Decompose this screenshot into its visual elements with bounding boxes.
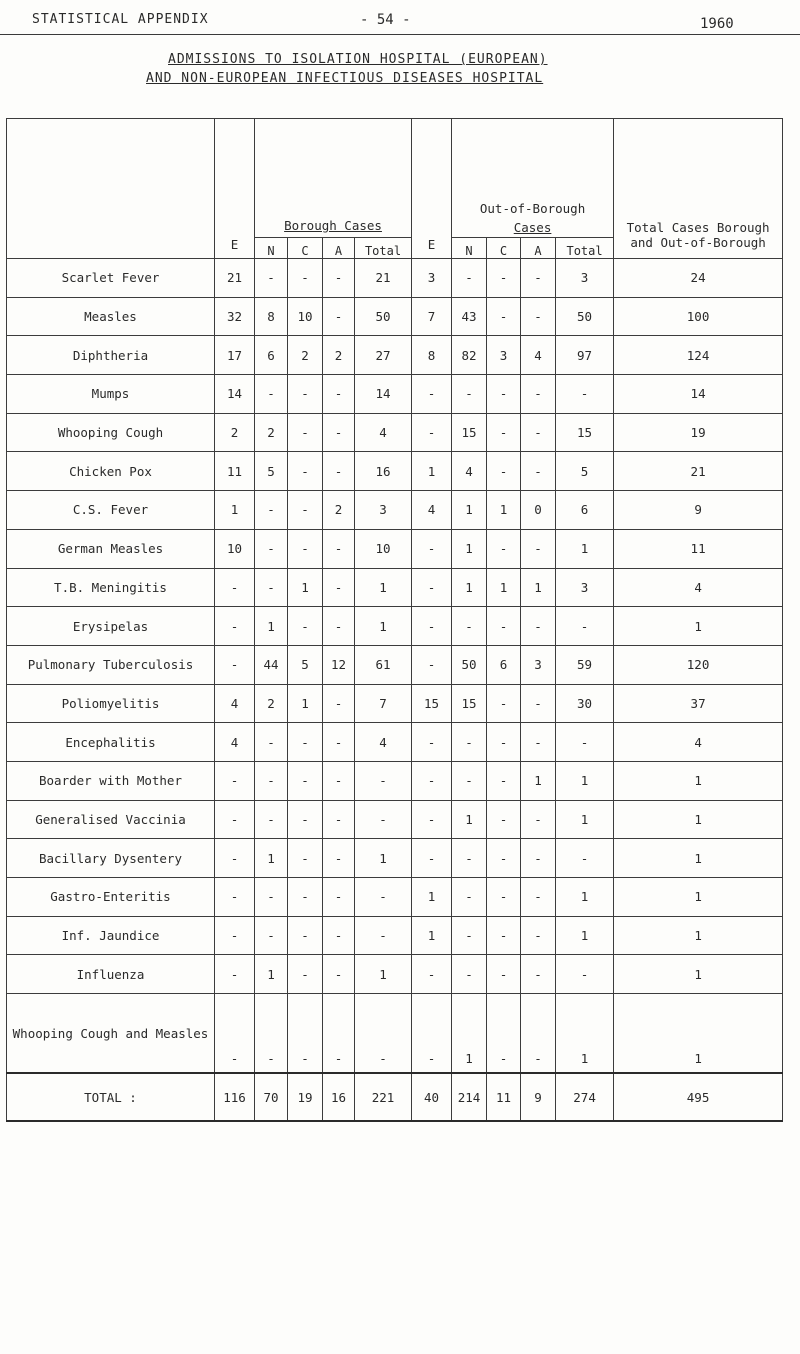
borough-e-cell: 32 <box>215 297 255 336</box>
out-c-cell: - <box>487 259 521 298</box>
disease-name: Encephalitis <box>7 723 215 762</box>
borough-n-cell: - <box>255 568 288 607</box>
grand-total-cell: 100 <box>614 297 783 336</box>
borough-a-cell: - <box>323 916 355 955</box>
borough-c-cell: 10 <box>288 297 323 336</box>
borough-c-cell: - <box>288 723 323 762</box>
borough-n-cell: - <box>255 878 288 917</box>
borough-n-cell: 2 <box>255 413 288 452</box>
disease-name: Erysipelas <box>7 607 215 646</box>
borough-total-cell: 1 <box>355 839 412 878</box>
table-row <box>7 529 783 568</box>
out-n-cell: 1 <box>452 994 487 1074</box>
out-total-cell: - <box>556 723 614 762</box>
borough-total-header: Total <box>355 238 412 259</box>
grand-total-sum: 495 <box>614 1073 783 1121</box>
borough-n-cell: - <box>255 994 288 1074</box>
out-c-cell: - <box>487 916 521 955</box>
table-row <box>7 336 783 375</box>
borough-c-cell: 1 <box>288 568 323 607</box>
out-a-cell: - <box>521 878 556 917</box>
borough-c-cell: - <box>288 761 323 800</box>
borough-a-cell: - <box>323 607 355 646</box>
borough-c-cell: - <box>288 259 323 298</box>
out-total-sum: 274 <box>556 1073 614 1121</box>
borough-n-cell: 1 <box>255 607 288 646</box>
borough-a-sum: 16 <box>323 1073 355 1121</box>
grand-total-cell: 4 <box>614 568 783 607</box>
borough-total-cell: 14 <box>355 375 412 414</box>
borough-n-cell: - <box>255 529 288 568</box>
borough-n-sum: 70 <box>255 1073 288 1121</box>
grand-total-cell: 1 <box>614 916 783 955</box>
out-total-cell: 97 <box>556 336 614 375</box>
borough-c-cell: - <box>288 375 323 414</box>
grand-total-label: Total Cases Borough and Out-of-Borough <box>626 220 770 250</box>
borough-cases-group-header <box>255 119 412 238</box>
borough-n-cell: 8 <box>255 297 288 336</box>
borough-e-cell: - <box>215 839 255 878</box>
out-n-cell: - <box>452 607 487 646</box>
out-a-cell: - <box>521 723 556 762</box>
borough-a-cell: - <box>323 375 355 414</box>
borough-total-cell: 16 <box>355 452 412 491</box>
borough-n-header: N <box>255 238 288 259</box>
grand-total-cell: 1 <box>614 994 783 1074</box>
disease-name: Measles <box>7 297 215 336</box>
grand-total-cell: 1 <box>614 800 783 839</box>
borough-c-cell: - <box>288 529 323 568</box>
out-total-cell: 3 <box>556 259 614 298</box>
out-e-cell: 8 <box>412 336 452 375</box>
grand-total-cell: 9 <box>614 491 783 530</box>
borough-e-cell: 1 <box>215 491 255 530</box>
borough-n-cell: - <box>255 375 288 414</box>
borough-a-cell: - <box>323 878 355 917</box>
out-n-sum: 214 <box>452 1073 487 1121</box>
out-c-cell: - <box>487 955 521 994</box>
borough-n-cell: - <box>255 761 288 800</box>
borough-e-cell: 4 <box>215 684 255 723</box>
table-row <box>7 297 783 336</box>
out-n-cell: 50 <box>452 645 487 684</box>
out-total-cell: - <box>556 955 614 994</box>
borough-total-cell: 50 <box>355 297 412 336</box>
out-a-cell: - <box>521 994 556 1074</box>
out-n-cell: 15 <box>452 684 487 723</box>
borough-c-cell: - <box>288 607 323 646</box>
out-e-sum: 40 <box>412 1073 452 1121</box>
out-n-cell: 43 <box>452 297 487 336</box>
out-c-cell: - <box>487 375 521 414</box>
borough-c-cell: - <box>288 413 323 452</box>
out-a-cell: 4 <box>521 336 556 375</box>
borough-n-cell: - <box>255 800 288 839</box>
out-total-cell: 3 <box>556 568 614 607</box>
grand-total-header <box>614 119 783 259</box>
out-a-cell: - <box>521 375 556 414</box>
out-total-cell: 1 <box>556 761 614 800</box>
out-c-sum: 11 <box>487 1073 521 1121</box>
out-n-cell: 82 <box>452 336 487 375</box>
table-row <box>7 684 783 723</box>
borough-e-cell: - <box>215 800 255 839</box>
out-c-cell: - <box>487 684 521 723</box>
disease-name: Diphtheria <box>7 336 215 375</box>
out-n-cell: 4 <box>452 452 487 491</box>
borough-a-header: A <box>323 238 355 259</box>
out-c-cell: 6 <box>487 645 521 684</box>
borough-a-cell: - <box>323 684 355 723</box>
borough-e-cell: 11 <box>215 452 255 491</box>
borough-c-cell: 2 <box>288 336 323 375</box>
out-total-cell: 1 <box>556 800 614 839</box>
borough-total-cell: 7 <box>355 684 412 723</box>
out-n-cell: - <box>452 878 487 917</box>
grand-total-cell: 14 <box>614 375 783 414</box>
borough-a-cell: - <box>323 955 355 994</box>
table-row <box>7 645 783 684</box>
borough-total-cell: 1 <box>355 568 412 607</box>
grand-total-cell: 1 <box>614 955 783 994</box>
borough-total-cell: 4 <box>355 413 412 452</box>
borough-n-cell: 44 <box>255 645 288 684</box>
out-e-cell: - <box>412 955 452 994</box>
out-a-cell: 1 <box>521 568 556 607</box>
grand-total-cell: 1 <box>614 878 783 917</box>
totals-row <box>7 1073 783 1121</box>
out-total-cell: 6 <box>556 491 614 530</box>
grand-total-cell: 124 <box>614 336 783 375</box>
out-n-cell: - <box>452 839 487 878</box>
borough-n-cell: - <box>255 491 288 530</box>
borough-e-cell: 21 <box>215 259 255 298</box>
grand-total-cell: 1 <box>614 761 783 800</box>
grand-total-cell: 1 <box>614 839 783 878</box>
borough-a-cell: - <box>323 529 355 568</box>
borough-e-cell: 14 <box>215 375 255 414</box>
out-n-cell: - <box>452 375 487 414</box>
out-e-cell: - <box>412 607 452 646</box>
disease-name: Gastro-Enteritis <box>7 878 215 917</box>
out-c-cell: - <box>487 607 521 646</box>
borough-c-cell: - <box>288 839 323 878</box>
out-a-cell: - <box>521 839 556 878</box>
out-n-cell: - <box>452 259 487 298</box>
out-a-cell: - <box>521 955 556 994</box>
borough-a-cell: - <box>323 297 355 336</box>
disease-name: Boarder with Mother <box>7 761 215 800</box>
table-row <box>7 761 783 800</box>
out-a-cell: - <box>521 452 556 491</box>
table-row <box>7 994 783 1074</box>
out-a-cell: - <box>521 684 556 723</box>
out-e-cell: - <box>412 645 452 684</box>
out-a-sum: 9 <box>521 1073 556 1121</box>
borough-c-cell: - <box>288 491 323 530</box>
table-row <box>7 916 783 955</box>
out-e-cell: - <box>412 529 452 568</box>
out-e-cell: 1 <box>412 878 452 917</box>
borough-e-cell: - <box>215 916 255 955</box>
disease-name: German Measles <box>7 529 215 568</box>
year-label: 1960 <box>700 16 734 32</box>
out-n-cell: 15 <box>452 413 487 452</box>
out-a-cell: - <box>521 607 556 646</box>
borough-e-cell: - <box>215 994 255 1074</box>
borough-total-sum: 221 <box>355 1073 412 1121</box>
borough-e-cell: - <box>215 955 255 994</box>
out-e-cell: 1 <box>412 916 452 955</box>
table-row <box>7 839 783 878</box>
borough-c-cell: - <box>288 994 323 1074</box>
out-n-cell: - <box>452 723 487 762</box>
borough-a-cell: - <box>323 452 355 491</box>
borough-total-cell: - <box>355 761 412 800</box>
disease-name: Influenza <box>7 955 215 994</box>
table-body <box>7 259 783 1122</box>
borough-e-cell: 10 <box>215 529 255 568</box>
borough-total-cell: 10 <box>355 529 412 568</box>
borough-cases-label: Borough Cases <box>284 218 382 233</box>
out-e-cell: - <box>412 568 452 607</box>
table-row <box>7 723 783 762</box>
out-of-borough-label: Out-of-Borough <box>479 201 586 216</box>
borough-total-cell: - <box>355 994 412 1074</box>
out-c-cell: 3 <box>487 336 521 375</box>
disease-name: Poliomyelitis <box>7 684 215 723</box>
out-e-cell: - <box>412 761 452 800</box>
borough-e-sum: 116 <box>215 1073 255 1121</box>
borough-c-cell: - <box>288 800 323 839</box>
out-a-cell: - <box>521 297 556 336</box>
grand-total-cell: 19 <box>614 413 783 452</box>
out-e-cell: - <box>412 413 452 452</box>
out-total-cell: 50 <box>556 297 614 336</box>
out-n-cell: - <box>452 916 487 955</box>
grand-total-cell: 120 <box>614 645 783 684</box>
totals-label: TOTAL : <box>7 1073 215 1121</box>
grand-total-cell: 1 <box>614 607 783 646</box>
out-total-cell: - <box>556 839 614 878</box>
borough-c-cell: - <box>288 452 323 491</box>
out-c-cell: - <box>487 297 521 336</box>
page-title-line-1: ADMISSIONS TO ISOLATION HOSPITAL (EUROPEAN) <box>168 52 548 67</box>
borough-total-cell: 21 <box>355 259 412 298</box>
out-total-cell: - <box>556 607 614 646</box>
out-total-cell: 1 <box>556 529 614 568</box>
out-n-cell: 1 <box>452 491 487 530</box>
borough-c-cell: - <box>288 955 323 994</box>
out-n-cell: 1 <box>452 568 487 607</box>
out-c-cell: - <box>487 413 521 452</box>
out-total-cell: 30 <box>556 684 614 723</box>
borough-e-header: E <box>215 119 255 259</box>
borough-e-cell: - <box>215 607 255 646</box>
grand-total-cell: 4 <box>614 723 783 762</box>
borough-total-cell: 3 <box>355 491 412 530</box>
disease-name: Generalised Vaccinia <box>7 800 215 839</box>
borough-a-cell: - <box>323 568 355 607</box>
out-total-cell: 5 <box>556 452 614 491</box>
out-c-header: C <box>487 238 521 259</box>
borough-a-cell: 2 <box>323 336 355 375</box>
out-a-cell: - <box>521 259 556 298</box>
borough-e-cell: - <box>215 645 255 684</box>
out-total-cell: 15 <box>556 413 614 452</box>
page-number: - 54 - <box>360 12 411 28</box>
borough-a-cell: 12 <box>323 645 355 684</box>
disease-name: Mumps <box>7 375 215 414</box>
grand-total-cell: 21 <box>614 452 783 491</box>
out-c-cell: 1 <box>487 568 521 607</box>
borough-a-cell: - <box>323 994 355 1074</box>
out-e-cell: - <box>412 723 452 762</box>
out-a-cell: - <box>521 529 556 568</box>
borough-a-cell: - <box>323 800 355 839</box>
out-c-cell: - <box>487 878 521 917</box>
out-total-cell: - <box>556 375 614 414</box>
disease-name: Inf. Jaundice <box>7 916 215 955</box>
borough-c-sum: 19 <box>288 1073 323 1121</box>
page-title-line-2: AND NON-EUROPEAN INFECTIOUS DISEASES HOSPITAL <box>146 71 544 86</box>
grand-total-cell: 11 <box>614 529 783 568</box>
table-row <box>7 491 783 530</box>
borough-e-cell: 4 <box>215 723 255 762</box>
out-e-cell: - <box>412 375 452 414</box>
grand-total-cell: 24 <box>614 259 783 298</box>
borough-a-cell: 2 <box>323 491 355 530</box>
header-rule <box>0 34 800 35</box>
out-e-cell: - <box>412 994 452 1074</box>
out-total-cell: 59 <box>556 645 614 684</box>
out-a-cell: 3 <box>521 645 556 684</box>
out-c-cell: - <box>487 994 521 1074</box>
admissions-table <box>6 118 783 1122</box>
borough-total-cell: - <box>355 800 412 839</box>
disease-name: Whooping Cough <box>7 413 215 452</box>
out-a-cell: 1 <box>521 761 556 800</box>
disease-name: Pulmonary Tuberculosis <box>7 645 215 684</box>
borough-a-cell: - <box>323 723 355 762</box>
table-row <box>7 607 783 646</box>
out-e-cell: - <box>412 800 452 839</box>
borough-total-cell: - <box>355 878 412 917</box>
borough-total-cell: 1 <box>355 607 412 646</box>
borough-c-cell: 5 <box>288 645 323 684</box>
out-a-cell: - <box>521 413 556 452</box>
borough-total-cell: 61 <box>355 645 412 684</box>
out-a-cell: 0 <box>521 491 556 530</box>
out-e-cell: 7 <box>412 297 452 336</box>
out-c-cell: - <box>487 723 521 762</box>
out-e-header: E <box>412 119 452 259</box>
out-total-cell: 1 <box>556 878 614 917</box>
table-row <box>7 413 783 452</box>
out-c-cell: - <box>487 452 521 491</box>
borough-c-cell: - <box>288 916 323 955</box>
out-c-cell: - <box>487 529 521 568</box>
borough-n-cell: 2 <box>255 684 288 723</box>
borough-a-cell: - <box>323 839 355 878</box>
out-of-borough-cases-label: Cases <box>513 220 552 235</box>
borough-e-cell: 17 <box>215 336 255 375</box>
out-c-cell: - <box>487 800 521 839</box>
out-n-header: N <box>452 238 487 259</box>
disease-column-header <box>7 119 215 259</box>
borough-total-cell: 4 <box>355 723 412 762</box>
out-e-cell: 1 <box>412 452 452 491</box>
borough-e-cell: 2 <box>215 413 255 452</box>
out-a-cell: - <box>521 916 556 955</box>
disease-name: T.B. Meningitis <box>7 568 215 607</box>
out-c-cell: - <box>487 839 521 878</box>
out-n-cell: 1 <box>452 800 487 839</box>
table-row <box>7 568 783 607</box>
out-total-cell: 1 <box>556 916 614 955</box>
grand-total-cell: 37 <box>614 684 783 723</box>
borough-a-cell: - <box>323 761 355 800</box>
out-c-cell: 1 <box>487 491 521 530</box>
borough-total-cell: 1 <box>355 955 412 994</box>
borough-total-cell: 27 <box>355 336 412 375</box>
borough-n-cell: 1 <box>255 839 288 878</box>
out-n-cell: - <box>452 761 487 800</box>
out-total-cell: 1 <box>556 994 614 1074</box>
borough-c-header: C <box>288 238 323 259</box>
out-e-cell: 3 <box>412 259 452 298</box>
disease-name: Scarlet Fever <box>7 259 215 298</box>
out-e-cell: 4 <box>412 491 452 530</box>
disease-name: Chicken Pox <box>7 452 215 491</box>
out-e-cell: 15 <box>412 684 452 723</box>
borough-a-cell: - <box>323 259 355 298</box>
borough-n-cell: 6 <box>255 336 288 375</box>
borough-n-cell: 1 <box>255 955 288 994</box>
table-row <box>7 259 783 298</box>
out-c-cell: - <box>487 761 521 800</box>
borough-total-cell: - <box>355 916 412 955</box>
table-row <box>7 375 783 414</box>
borough-c-cell: 1 <box>288 684 323 723</box>
out-e-cell: - <box>412 839 452 878</box>
borough-c-cell: - <box>288 878 323 917</box>
borough-e-cell: - <box>215 878 255 917</box>
borough-n-cell: - <box>255 916 288 955</box>
out-a-cell: - <box>521 800 556 839</box>
borough-e-cell: - <box>215 568 255 607</box>
borough-n-cell: 5 <box>255 452 288 491</box>
table-row <box>7 452 783 491</box>
disease-name: Whooping Cough and Measles <box>7 994 215 1074</box>
out-a-header: A <box>521 238 556 259</box>
section-heading: STATISTICAL APPENDIX <box>32 12 209 27</box>
out-n-cell: - <box>452 955 487 994</box>
borough-a-cell: - <box>323 413 355 452</box>
table-row <box>7 955 783 994</box>
out-n-cell: 1 <box>452 529 487 568</box>
borough-n-cell: - <box>255 723 288 762</box>
disease-name: C.S. Fever <box>7 491 215 530</box>
table-row <box>7 800 783 839</box>
out-total-header: Total <box>556 238 614 259</box>
borough-e-cell: - <box>215 761 255 800</box>
disease-name: Bacillary Dysentery <box>7 839 215 878</box>
table-row <box>7 878 783 917</box>
borough-n-cell: - <box>255 259 288 298</box>
out-of-borough-group-header <box>452 119 614 238</box>
